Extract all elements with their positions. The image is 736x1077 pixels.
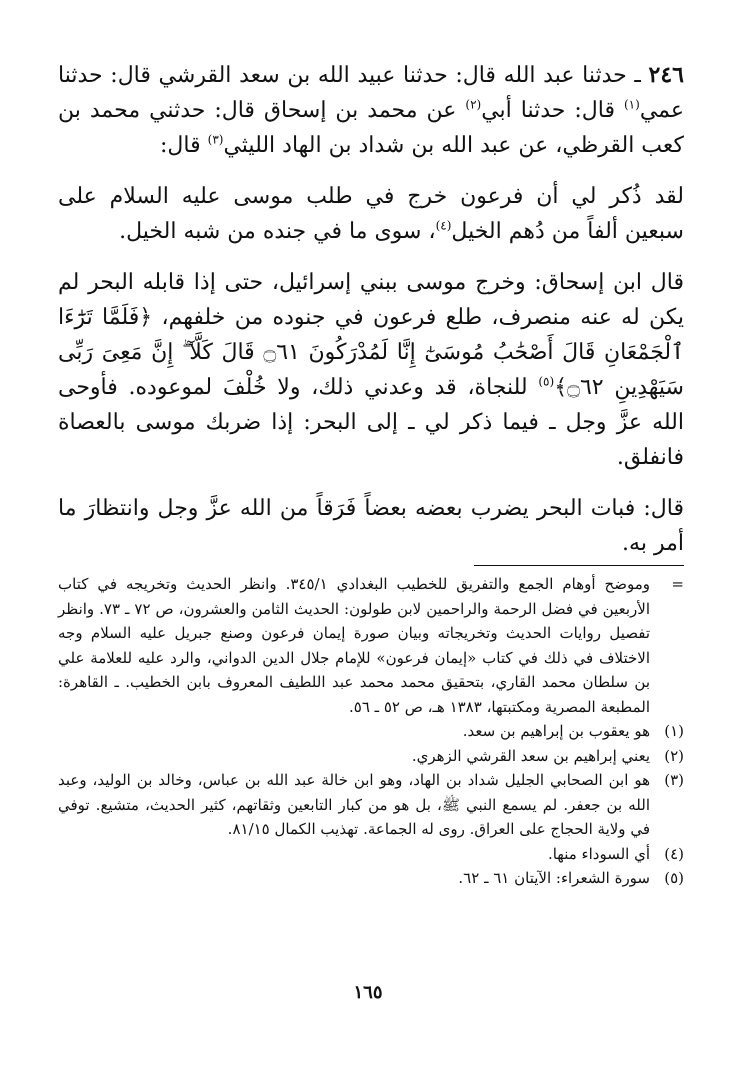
footnote-marker: (٣) [664,771,684,789]
footnote-marker: (٤) [664,844,684,863]
footnote-text: وموضح أوهام الجمع والتفريق للخطيب البغدادي ٣٤٥/١. وانظر الحديث وتخريجه في كتاب الأربعين في فضل الرحمة والراحمين لابن طولون: الحديث الثامن والعشرون، ص ٧٢ ـ ٧٣. وانظر تفصيل روايات الحديث وتخريجاته وبيان صورة إيمان فرعون وصنع جبريل عليه السلام وجه الاختلاف في ذلك في كتاب «إيمان فرعون» للإمام جلال الدين الدواني، والرد عليه للعلامة علي بن سلطان محمد القاري، بتحقيق محمد محمد عبد اللطيف المعروف بابن الخطيب. ـ القاهرة: المطبعة المصرية ومكتبتها، ١٣٨٣ هـ، ص ٥٢ ـ ٥٦. [58,575,650,716]
footnote-3 [58,768,684,842]
text-span: عن محمد بن إسحاق قال: حدثني محمد بن كعب القرظي، عن عبد الله بن شداد بن الهاد الليثي [58,98,684,158]
footnote-ref-4: (٤) [435,218,452,233]
footnote-ref-2: (٢) [465,97,482,112]
footnote-ref-1: (١) [623,97,640,112]
paragraph-hadith-246 [58,58,684,163]
paragraph-sea [58,491,684,561]
text-span: لقد ذُكر لي أن فرعون خرج في طلب موسى عليه السلام على سبعين ألفاً من دُهم الخيل [58,184,684,244]
footnote-2 [58,744,684,769]
footnote-marker: (٥) [664,869,684,887]
text-span: قال: فبات البحر يضرب بعضه بعضاً فَرَقاً من الله عزَّ وجل وانتظارَ ما أمر به. [58,496,684,556]
footnote-separator [474,565,684,566]
text-span: قال ابن إسحاق: وخرج موسى ببني إسرائيل، حتى إذا قابله البحر لم يكن له عنه منصرف، طلع فرعون في جنوده من خلفهم، [58,270,684,330]
footnote-marker: (١) [664,722,684,740]
footnote-continuation [58,572,684,719]
footnote-text: هو يعقوب بن إبراهيم بن سعد. [462,722,650,740]
text-span: ـ حدثنا عبد الله قال: حدثنا عبيد الله بن سعد القرشي قال: حدثنا عمي [58,63,684,123]
text-span: ، سوى ما في جنده من شبه الخيل. [119,219,436,244]
footnote-marker: (٢) [664,746,684,765]
footnote-text: هو ابن الصحابي الجليل شداد بن الهاد، وهو ابن خالة عبد الله بن عباس، وخالد بن الوليد، وعبد الله بن جعفر. لم يسمع النبي ﷺ، بل هو من كبار التابعين وثقاتهم، كثير الحديث، متشيع. توفي في ولاية الحجاج على العراق. روى له الجماعة. تهذيب الكمال ٨١/١٥. [58,771,650,838]
footnote-text: أي السوداء منها. [547,844,650,863]
quran-verse: ﴿فَلَمَّا تَرَٰٓءَا ٱلْجَمْعَانِ قَالَ أَصْحَٰبُ مُوسَىٰٓ إِنَّا لَمُدْرَكُونَ ۝٦١ قَالَ كَلَّآ ۖ إِنَّ مَعِىَ رَبِّى سَيَهْدِينِ ۝٦٢﴾ [58,305,684,400]
text-span: قال: حدثنا أبي [481,98,624,123]
page-number: ١٦٥ [353,982,383,1003]
footnote-4 [58,842,684,867]
footnote-text: يعني إبراهيم بن سعد القرشي الزهري. [411,746,650,765]
paragraph-ibn-ishaq [58,265,684,475]
footnote-ref-3: (٣) [207,132,224,147]
footnote-marker: = [671,575,684,593]
footnote-text: سورة الشعراء: الآيتان ٦١ ـ ٦٢. [458,869,650,887]
paragraph-pharaoh [58,179,684,249]
footnote-ref-5: (٥) [538,374,555,389]
hadith-number: ٢٤٦ [648,62,684,88]
footnote-1 [58,719,684,744]
footnotes [58,572,684,891]
footnote-5 [58,866,684,891]
text-span: للنجاة، قد وعدني ذلك، ولا خُلْفَ لموعوده. فأوحى الله عزَّ وجل ـ فيما ذكر لي ـ إلى البحر: إذا ضربك موسى بالعصاة فانفلق. [58,375,684,470]
main-text [58,58,684,561]
text-span: قال: [160,133,208,158]
